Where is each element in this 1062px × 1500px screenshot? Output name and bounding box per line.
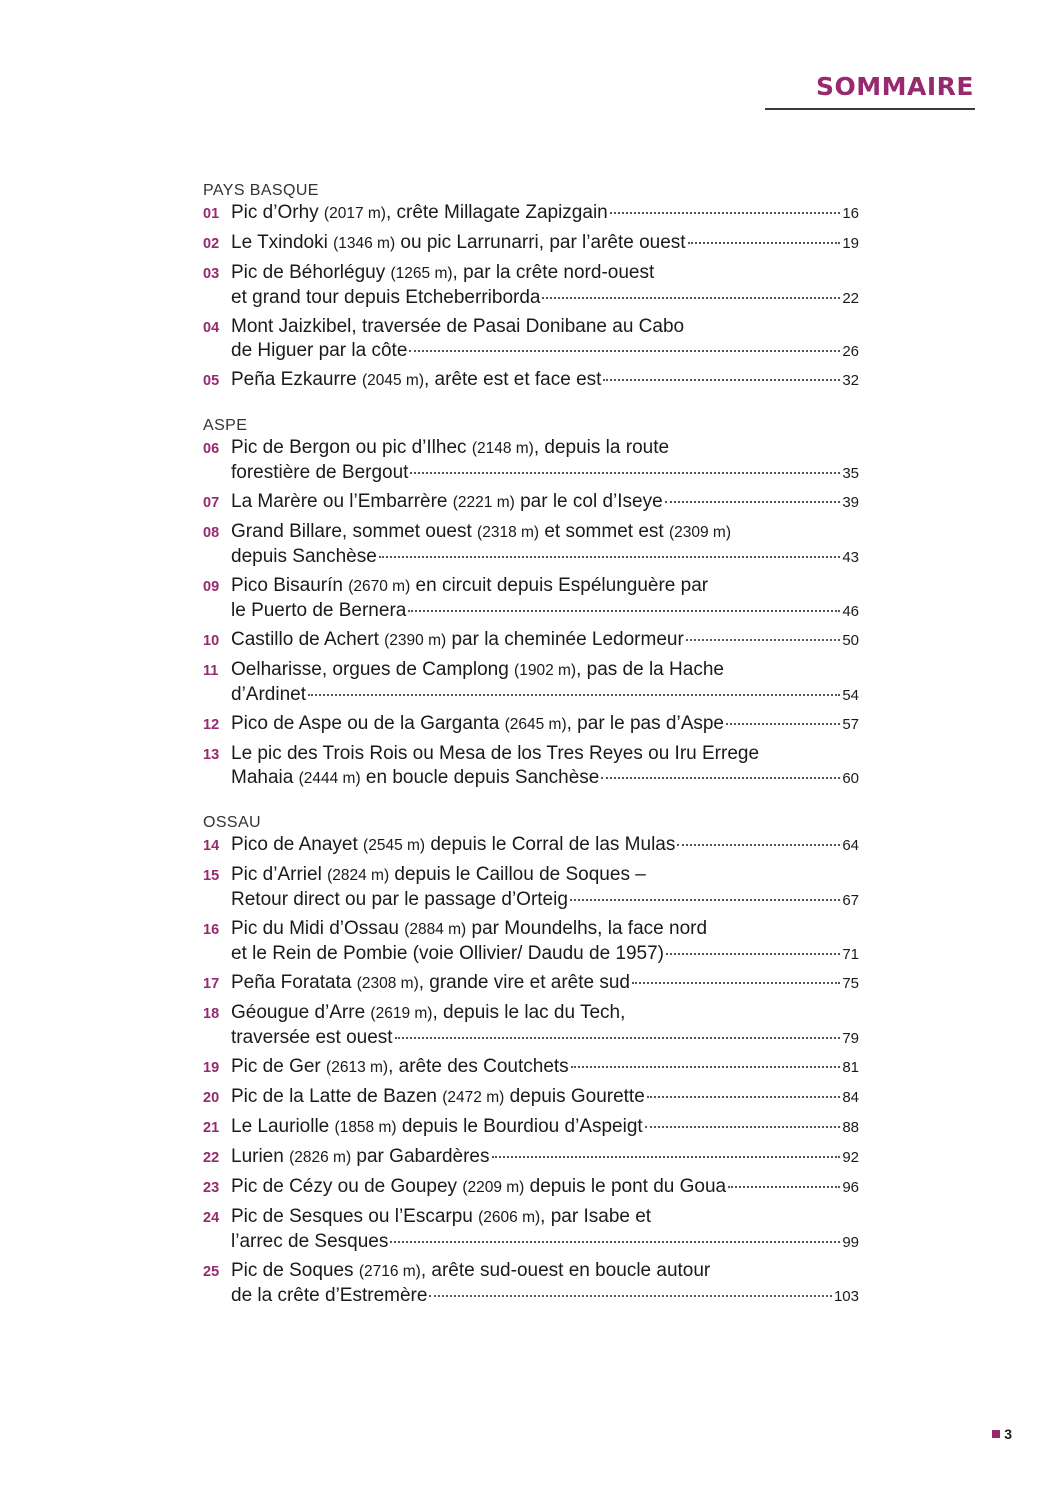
- entry-altitude: (2390 m): [384, 632, 447, 649]
- entry-title-text: d’Ardinet: [231, 683, 306, 705]
- entry-page-number: 88: [842, 1119, 859, 1136]
- toc-entry[interactable]: [203, 1145, 859, 1170]
- toc-entry[interactable]: [203, 1115, 859, 1140]
- entry-page-number: 22: [842, 289, 859, 307]
- entry-page-number: 67: [842, 891, 859, 909]
- toc-entry[interactable]: [203, 1055, 859, 1080]
- entry-altitude: (2309 m): [668, 524, 731, 541]
- toc-entry[interactable]: [203, 1001, 859, 1050]
- entry-altitude: (2826 m): [289, 1149, 352, 1166]
- toc-entry[interactable]: [203, 917, 859, 966]
- table-of-contents: [203, 180, 859, 1330]
- entry-altitude: (2670 m): [348, 578, 411, 595]
- dot-leader: [666, 953, 840, 955]
- entry-title-text: depuis le Bourdiou d’Aspeigt: [396, 1116, 643, 1137]
- dot-leader: [410, 472, 840, 474]
- dot-leader: [601, 777, 840, 779]
- dot-leader: [603, 379, 840, 381]
- entry-title-text: Pic de Bergon ou pic d’Ilhec: [231, 437, 472, 458]
- entry-altitude: (2209 m): [462, 1179, 525, 1196]
- toc-entry[interactable]: [203, 863, 859, 912]
- entry-altitude: (2017 m): [323, 205, 386, 222]
- entry-page-number: 35: [842, 464, 859, 482]
- entry-title-text: , par le pas d’Aspe: [566, 713, 724, 734]
- entry-altitude: (2606 m): [478, 1209, 541, 1226]
- dot-leader: [686, 639, 841, 641]
- toc-entry[interactable]: [203, 971, 859, 996]
- entry-title-text: forestière de Bergout: [231, 461, 409, 483]
- page-footer: [992, 1426, 1012, 1442]
- entry-number: 06: [203, 441, 220, 457]
- dot-leader: [542, 297, 840, 299]
- entry-title-text: , arête sud-ouest en boucle autour: [420, 1260, 711, 1281]
- entry-page-number: 75: [842, 975, 859, 992]
- entry-title-text: Mahaia: [231, 766, 299, 788]
- entry-title-text: , grande vire et arête sud: [418, 972, 630, 993]
- dot-leader: [677, 844, 840, 846]
- entry-number: 18: [203, 1006, 220, 1022]
- entry-number: 23: [203, 1180, 220, 1196]
- entry-title-text: en boucle depuis Sanchèse: [360, 766, 600, 788]
- entry-number: 21: [203, 1120, 220, 1136]
- page-number: 3: [1004, 1426, 1012, 1442]
- entry-title-text: , depuis le lac du Tech,: [432, 1002, 626, 1023]
- entry-title-text: Oelharisse, orgues de Camplong: [231, 659, 515, 680]
- entry-title-text: ou pic Larrunarri, par l’arête ouest: [395, 232, 686, 253]
- toc-entry[interactable]: [203, 315, 859, 363]
- entry-title-text: par Gabardères: [351, 1146, 490, 1167]
- toc-entry[interactable]: [203, 742, 859, 790]
- dot-leader: [429, 1295, 832, 1297]
- entry-number: 14: [203, 838, 220, 854]
- entry-title-text: La Marère ou l’Embarrère: [231, 491, 453, 512]
- entry-title-text: , par Isabe et: [540, 1206, 652, 1227]
- entry-title-text: depuis Gourette: [504, 1086, 645, 1107]
- entry-number: 22: [203, 1150, 220, 1166]
- entry-altitude: (1346 m): [333, 235, 396, 252]
- entry-title-text: Géougue d’Arre: [231, 1002, 371, 1023]
- entry-title-text: Pico de Anayet: [231, 834, 364, 855]
- entry-title-text: , crête Millagate Zapizgain: [385, 202, 608, 223]
- entry-title-text: Grand Billare, sommet ouest: [231, 521, 478, 542]
- entry-altitude: (2884 m): [404, 921, 467, 938]
- entry-number: 19: [203, 1060, 220, 1076]
- entry-title-text: Pic de Cézy ou de Goupey: [231, 1176, 463, 1197]
- entry-page-number: 43: [842, 548, 859, 566]
- toc-entry[interactable]: [203, 833, 859, 858]
- entry-title-text: Peña Ezkaurre: [231, 369, 362, 390]
- entry-number: 01: [203, 206, 220, 222]
- entry-title-text: en circuit depuis Espélunguère par: [410, 575, 709, 596]
- dot-leader: [571, 1066, 841, 1068]
- entry-number: 04: [203, 320, 220, 336]
- toc-entry[interactable]: [203, 658, 859, 707]
- toc-entry[interactable]: [203, 1175, 859, 1200]
- entry-title-text: l’arrec de Sesques: [231, 1230, 389, 1252]
- entry-page-number: 81: [842, 1059, 859, 1076]
- entry-title-text: depuis le Caillou de Soques –: [389, 864, 646, 885]
- entry-title-text: traversée est ouest: [231, 1026, 393, 1048]
- dot-leader: [570, 899, 840, 901]
- entry-title-text: , depuis la route: [533, 437, 670, 458]
- dot-leader: [492, 1156, 841, 1158]
- entry-title-text: Le pic des Trois Rois ou Mesa de los Tres Reyes ou Iru Errege: [231, 743, 760, 764]
- toc-section: [203, 415, 859, 790]
- entry-title-text: Pic d’Orhy: [231, 202, 324, 223]
- section-title: OSSAU: [203, 814, 262, 831]
- entry-number: 10: [203, 633, 220, 649]
- entry-number: 08: [203, 525, 220, 541]
- entry-title-text: Mont Jaizkibel, traversée de Pasai Donibane au Cabo: [231, 316, 685, 337]
- entry-title-text: Castillo de Achert: [231, 629, 385, 650]
- entry-number: 16: [203, 922, 220, 938]
- entry-page-number: 50: [842, 632, 859, 649]
- dot-leader: [632, 982, 840, 984]
- entry-page-number: 84: [842, 1089, 859, 1106]
- entry-title-text: Lurien: [231, 1146, 290, 1167]
- entry-title-text: , par la crête nord-ouest: [452, 262, 655, 283]
- entry-number: 15: [203, 868, 220, 884]
- entry-altitude: (1902 m): [514, 662, 577, 679]
- entry-title-text: depuis le Corral de las Mulas: [425, 834, 676, 855]
- toc-entry[interactable]: [203, 1259, 859, 1308]
- square-bullet-icon: [992, 1430, 1000, 1438]
- toc-section: [203, 180, 859, 393]
- entry-title-text: Pico Bisaurín: [231, 575, 349, 596]
- entry-altitude: (2716 m): [358, 1263, 421, 1280]
- entry-page-number: 103: [833, 1287, 859, 1305]
- toc-entry[interactable]: [203, 368, 859, 393]
- dot-leader: [688, 242, 841, 244]
- entry-page-number: 79: [842, 1029, 859, 1047]
- entry-number: 20: [203, 1090, 220, 1106]
- entry-title-text: et le Rein de Pombie (voie Ollivier/ Daudu de 1957): [231, 942, 665, 964]
- entry-altitude: (2613 m): [326, 1059, 389, 1076]
- entry-number: 13: [203, 747, 220, 763]
- toc-entry[interactable]: [203, 574, 859, 623]
- toc-entry[interactable]: [203, 628, 859, 653]
- entry-title-text: Pic de Béhorléguy: [231, 262, 391, 283]
- entry-page-number: 32: [842, 372, 859, 389]
- toc-section: [203, 812, 859, 1308]
- entry-altitude: (2444 m): [298, 769, 361, 787]
- entry-number: 12: [203, 717, 220, 733]
- dot-leader: [665, 501, 841, 503]
- entry-title-text: Retour direct ou par le passage d’Orteig: [231, 888, 568, 910]
- page-title: SOMMAIRE: [816, 72, 974, 101]
- dot-leader: [647, 1096, 841, 1098]
- entry-altitude: (1265 m): [390, 265, 453, 282]
- entry-altitude: (2472 m): [442, 1089, 505, 1106]
- entry-number: 05: [203, 373, 220, 389]
- entry-title-text: depuis Sanchèse: [231, 545, 377, 567]
- toc-entry[interactable]: [203, 712, 859, 737]
- toc-entry[interactable]: [203, 231, 859, 256]
- entry-title-text: Pic de Soques: [231, 1260, 359, 1281]
- entry-title-text: , arête des Coutchets: [388, 1056, 569, 1077]
- entry-title-text: , arête est et face est: [424, 369, 602, 390]
- entry-page-number: 46: [842, 602, 859, 620]
- title-underline: [765, 108, 975, 110]
- entry-page-number: 99: [842, 1233, 859, 1251]
- entry-page-number: 26: [842, 342, 859, 360]
- dot-leader: [645, 1126, 841, 1128]
- entry-number: 25: [203, 1264, 220, 1280]
- dot-leader: [728, 1186, 840, 1188]
- entry-title-text: Pic de la Latte de Bazen: [231, 1086, 443, 1107]
- dot-leader: [408, 610, 840, 612]
- entry-altitude: (2045 m): [361, 372, 424, 389]
- entry-title-text: le Puerto de Bernera: [231, 599, 407, 621]
- entry-altitude: (2308 m): [356, 975, 419, 992]
- dot-leader: [610, 212, 841, 214]
- entry-page-number: 16: [842, 205, 859, 222]
- entry-page-number: 96: [842, 1179, 859, 1196]
- entry-altitude: (2221 m): [452, 494, 515, 511]
- entry-page-number: 57: [842, 716, 859, 733]
- entry-altitude: (2824 m): [327, 867, 390, 884]
- entry-title-text: de la crête d’Estremère: [231, 1284, 428, 1306]
- entry-page-number: 92: [842, 1149, 859, 1166]
- toc-entry[interactable]: [203, 490, 859, 515]
- entry-page-number: 64: [842, 837, 859, 854]
- entry-title-text: par la cheminée Ledormeur: [446, 629, 684, 650]
- entry-title-text: Pico de Aspe ou de la Garganta: [231, 713, 505, 734]
- section-title: PAYS BASQUE: [203, 182, 319, 199]
- entry-altitude: (2318 m): [477, 524, 540, 541]
- entry-title-text: et grand tour depuis Etcheberriborda: [231, 286, 541, 308]
- toc-entry[interactable]: [203, 520, 859, 569]
- dot-leader: [409, 350, 840, 352]
- dot-leader: [308, 694, 840, 696]
- entry-number: 07: [203, 495, 220, 511]
- dot-leader: [390, 1241, 840, 1243]
- dot-leader: [726, 723, 840, 725]
- entry-altitude: (2148 m): [471, 440, 534, 457]
- entry-title-text: Pic du Midi d’Ossau: [231, 918, 405, 939]
- entry-page-number: 71: [842, 945, 859, 963]
- entry-title-text: Pic de Sesques ou l’Escarpu: [231, 1206, 479, 1227]
- entry-altitude: (2545 m): [363, 837, 426, 854]
- entry-page-number: 19: [842, 235, 859, 252]
- dot-leader: [395, 1037, 841, 1039]
- toc-entry[interactable]: [203, 1085, 859, 1110]
- toc-entry[interactable]: [203, 201, 859, 226]
- entry-title-text: par Moundelhs, la face nord: [466, 918, 708, 939]
- entry-number: 11: [203, 663, 219, 679]
- entry-number: 09: [203, 579, 220, 595]
- entry-number: 17: [203, 976, 220, 992]
- entry-title-text: par le col d’Iseye: [514, 491, 663, 512]
- entry-number: 02: [203, 236, 220, 252]
- entry-title-text: Peña Foratata: [231, 972, 357, 993]
- entry-title-text: et sommet est: [539, 521, 669, 542]
- entry-title-text: de Higuer par la côte: [231, 339, 408, 361]
- entry-title-text: Pic de Ger: [231, 1056, 327, 1077]
- toc-entry[interactable]: [203, 261, 859, 310]
- dot-leader: [379, 556, 841, 558]
- entry-title-text: depuis le pont du Goua: [524, 1176, 727, 1197]
- toc-entry[interactable]: [203, 1205, 859, 1254]
- entry-title-text: Le Lauriolle: [231, 1116, 335, 1137]
- entry-altitude: (2619 m): [370, 1005, 433, 1022]
- entry-title-text: , pas de la Hache: [576, 659, 724, 680]
- entry-altitude: (1858 m): [334, 1119, 397, 1136]
- toc-entry[interactable]: [203, 436, 859, 485]
- entry-title-text: Le Txindoki: [231, 232, 334, 253]
- entry-number: 24: [203, 1210, 220, 1226]
- entry-page-number: 60: [842, 769, 859, 787]
- entry-page-number: 54: [842, 686, 859, 704]
- entry-altitude: (2645 m): [504, 716, 567, 733]
- entry-number: 03: [203, 266, 220, 282]
- section-title: ASPE: [203, 417, 248, 434]
- entry-page-number: 39: [842, 494, 859, 511]
- entry-title-text: Pic d’Arriel: [231, 864, 328, 885]
